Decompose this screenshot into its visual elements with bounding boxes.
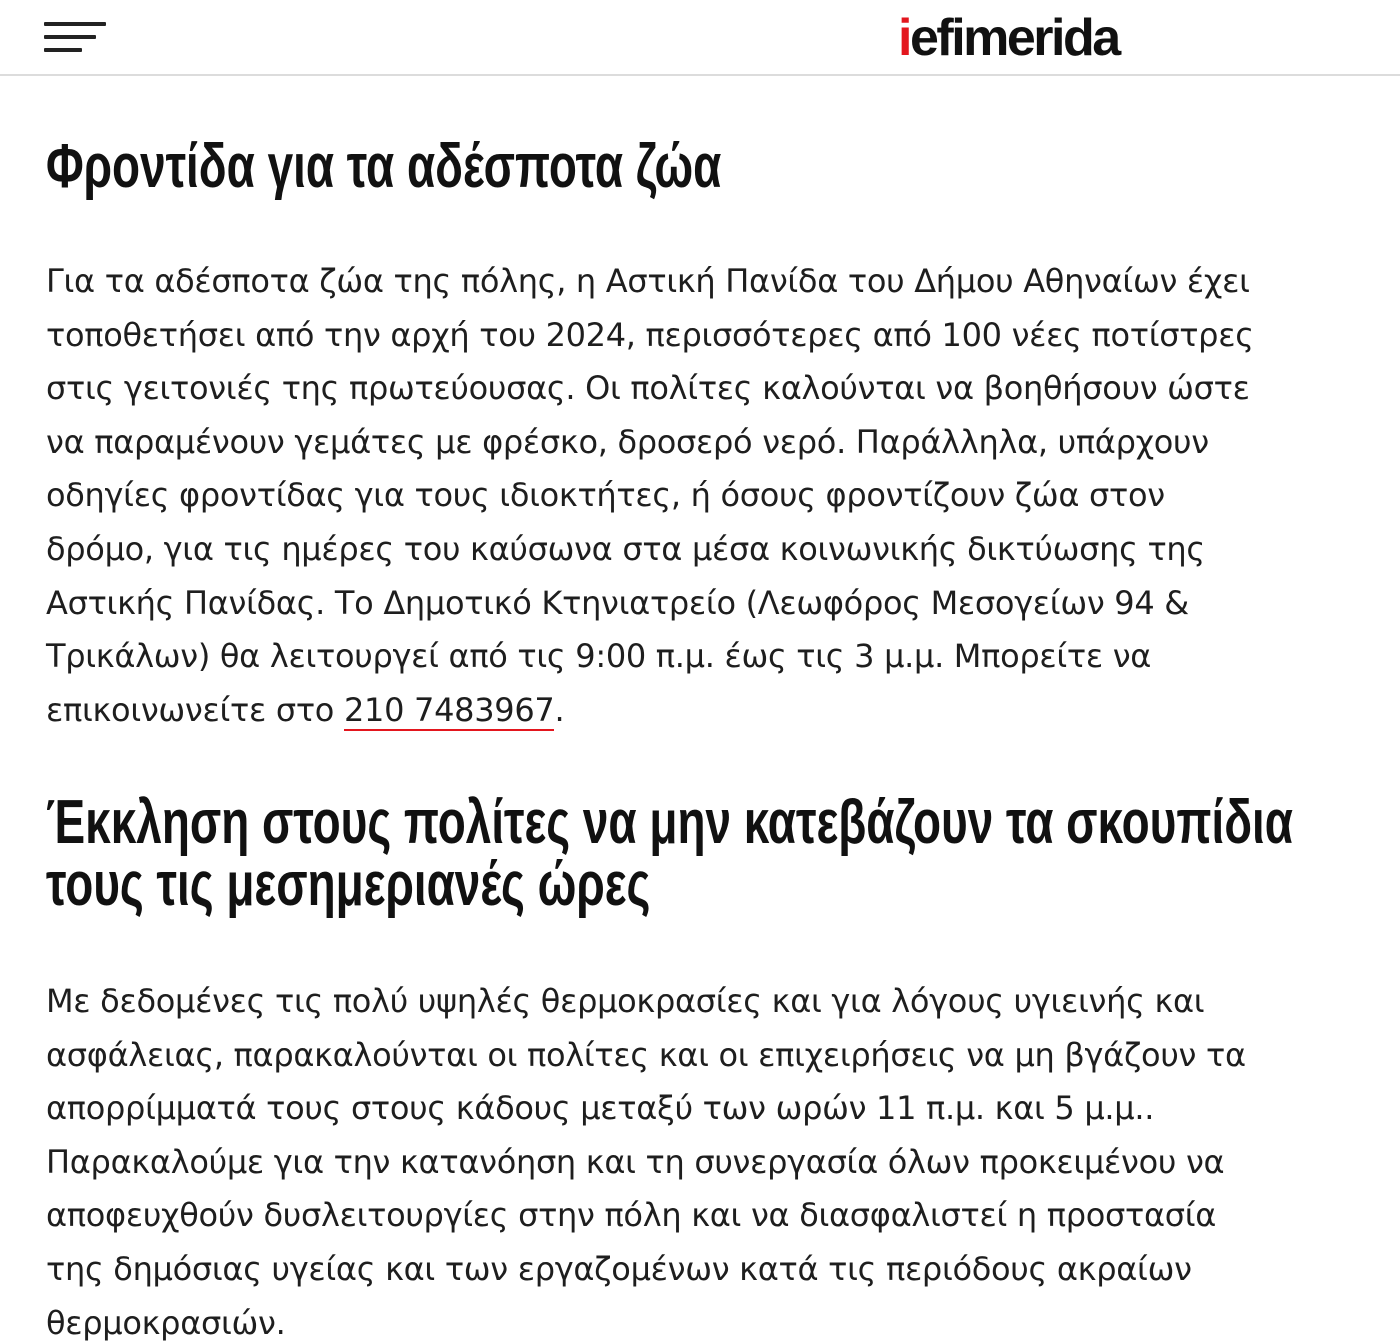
paragraph-line: τοποθετήσει από την αρχή του 2024, περισσότερες από 100 νέες ποτίστρες bbox=[46, 315, 1254, 354]
paragraph-line: στις γειτονιές της πρωτεύουσας. Οι πολίτες καλούνται να βοηθήσουν ώστε bbox=[46, 369, 1250, 408]
paragraph-line: απορρίμματά τους στους κάδους μεταξύ των ωρών 11 π.μ. και 5 μ.μ.. bbox=[46, 1089, 1155, 1128]
heading-line: Έκκληση στους πολίτες να μην κατεβάζουν τα σκουπίδια bbox=[46, 788, 1293, 857]
paragraph-line: οδηγίες φροντίδας για τους ιδιοκτήτες, ή όσους φροντίζουν ζώα στον bbox=[46, 476, 1165, 515]
paragraph-stray-animals bbox=[46, 255, 1254, 737]
paragraph-text: επικοινωνείτε στο bbox=[46, 690, 344, 729]
heading-line: τους τις μεσημεριανές ώρες bbox=[46, 850, 651, 919]
paragraph-garbage-appeal bbox=[46, 975, 1246, 1343]
paragraph-line: να παραμένουν γεμάτες με φρέσκο, δροσερό νερό. Παράλληλα, υπάρχουν bbox=[46, 422, 1209, 461]
logo-wordmark: efimerida bbox=[909, 9, 1119, 67]
site-logo[interactable] bbox=[898, 8, 1119, 68]
paragraph-line: θερμοκρασιών. bbox=[46, 1303, 286, 1342]
menu-line bbox=[44, 48, 82, 52]
paragraph-line bbox=[46, 684, 1254, 738]
paragraph-line: Με δεδομένες τις πολύ υψηλές θερμοκρασίες και για λόγους υγιεινής και bbox=[46, 982, 1205, 1020]
paragraph-line: Τρικάλων) θα λειτουργεί από τις 9:00 π.μ. έως τις 3 μ.μ. Μπορείτε να bbox=[46, 637, 1152, 676]
paragraph-text: . bbox=[554, 690, 565, 729]
menu-line bbox=[44, 22, 106, 26]
paragraph-line: Για τα αδέσποτα ζώα της πόλης, η Αστική Πανίδα του Δήμου Αθηναίων έχει bbox=[46, 262, 1250, 300]
phone-link[interactable]: 210 7483967 bbox=[343, 690, 555, 729]
paragraph-line: Παρακαλούμε για την κατανόηση και τη συνεργασία όλων προκειμένου να bbox=[46, 1142, 1225, 1181]
paragraph-line: αποφευχθούν δυσλειτουργίες στην πόλη και να διασφαλιστεί η προστασία bbox=[46, 1196, 1217, 1235]
section-heading-stray-animals: Φροντίδα για τα αδέσποτα ζώα bbox=[46, 132, 722, 201]
paragraph-line: της δημόσιας υγείας και των εργαζομένων κατά τις περιόδους ακραίων bbox=[46, 1249, 1192, 1288]
paragraph-line: δρόμο, για τις ημέρες του καύσωνα στα μέσα κοινωνικής δικτύωσης της bbox=[46, 529, 1205, 568]
menu-line bbox=[44, 35, 96, 39]
paragraph-line: ασφάλειας, παρακαλούνται οι πολίτες και οι επιχειρήσεις να μη βγάζουν τα bbox=[46, 1035, 1246, 1074]
hamburger-menu-icon[interactable] bbox=[44, 20, 108, 56]
logo-accent-letter: i bbox=[898, 9, 910, 67]
paragraph-line: Αστικής Πανίδας. Το Δημοτικό Κτηνιατρείο (Λεωφόρος Μεσογείων 94 & bbox=[46, 583, 1189, 622]
section-heading-garbage-appeal bbox=[46, 788, 1293, 919]
top-navigation-bar bbox=[0, 0, 1400, 76]
